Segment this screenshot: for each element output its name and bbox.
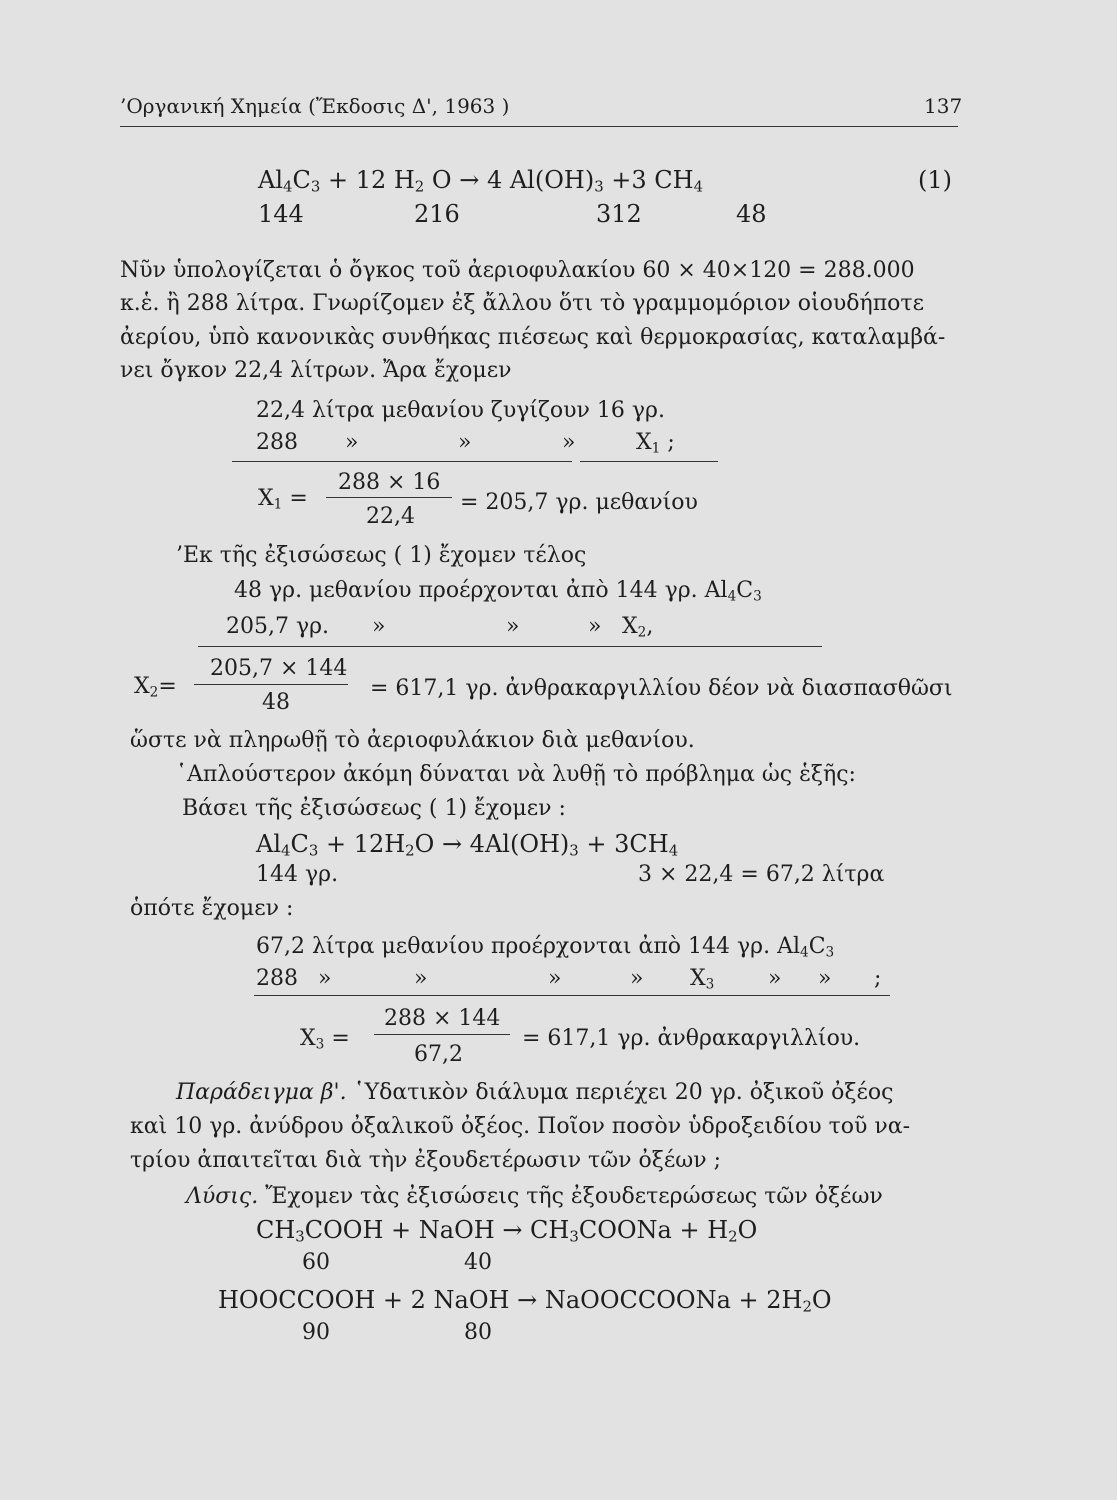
eq2-volume: 3 × 22,4 = 67,2 λίτρα [638, 862, 885, 887]
calc3-result: = 617,1 γρ. ἀνθρακαργιλλίου. [522, 1026, 861, 1051]
prop1-line1: 22,4 λίτρα μεθανίου ζυγίζουν 16 γρ. [256, 398, 665, 423]
prop1-unknown: $X_1$ ; [636, 430, 675, 457]
calc3-numerator: 288 × 144 [384, 1006, 501, 1031]
prop1-quote-1: » [345, 430, 359, 455]
para1-line1: Νῦν ὑπολογίζεται ὁ ὄγκος τοῦ ἀεριοφυλακίου 60 × 40×120 = 288.000 [120, 258, 915, 283]
prop2-rule [198, 646, 822, 647]
prop3-line1: 67,2 λίτρα μεθανίου προέρχονται ἀπὸ 144 γρ. $Al_4C_3$ [256, 934, 835, 961]
para1-line2: κ.ἑ. ἢ 288 λίτρα. Γνωρίζομεν ἐξ ἄλλου ὅτι τὸ γραμμομόριον οἱουδήποτε [120, 291, 924, 316]
example-line2: καὶ 10 γρ. ἀνύδρου ὀξαλικοῦ ὀξέος. Ποῖον ποσὸν ὑδροξειδίου τοῦ να- [130, 1114, 911, 1139]
equation-2: $Al_4C_3 + 12H_2O \to 4Al(OH)_3 + 3CH_4$ [256, 830, 679, 860]
calc1-numerator: 288 × 16 [338, 470, 441, 495]
example-line1: Παράδειγμα β'. ῾Υδατικὸν διάλυμα περιέχει 20 γρ. ὀξικοῦ ὀξέος [176, 1080, 894, 1105]
calc1-denominator: 22,4 [366, 504, 415, 529]
calc1-lhs: $X_1$ = [258, 486, 308, 513]
calc2-continuation: ὥστε νὰ πληρωθῇ τὸ ἀεριοφυλάκιον διὰ μεθανίου. [130, 728, 695, 753]
equation-3: $CH_3COOH$ + NaOH → $CH_3COONa + H_2O$ [256, 1216, 758, 1246]
prop3-quote-6: » [818, 966, 832, 991]
eq1-mass-4: 48 [736, 200, 767, 228]
eq3-mass-1: 60 [302, 1250, 330, 1275]
header-rule [120, 126, 958, 127]
prop2-quote-2: » [506, 614, 520, 639]
para1-line3: ἀερίου, ὑπὸ κανονικὰς συνθήκας πιέσεως καὶ θερμοκρασίας, καταλαμβά- [120, 325, 946, 350]
prop3-end: ; [874, 966, 882, 991]
calc1-result: = 205,7 γρ. μεθανίου [460, 490, 698, 515]
example-line3: τρίου ἀπαιτεῖται διὰ τὴν ἐξουδετέρωσιν τῶν ὀξέων ; [130, 1148, 722, 1173]
example-label: Παράδειγμα β'. [176, 1080, 347, 1105]
equation-4: HOOCCOOH + 2 NaOH → NaOOCCOONa + $2H_2O$ [218, 1286, 832, 1316]
eq4-mass-2: 80 [464, 1320, 492, 1345]
whence-line: ὁπότε ἔχομεν : [130, 896, 294, 921]
calc3-denominator: 67,2 [414, 1042, 463, 1067]
eq1-mass-2: 216 [414, 200, 460, 228]
simpler-line: ῾Απλούστερον ἀκόμη δύναται νὰ λυθῇ τὸ πρόβλημα ὡς ἑξῆς: [176, 762, 856, 787]
prop3-quote-2: » [414, 966, 428, 991]
calc2-result: = 617,1 γρ. ἀνθρακαργιλλίου δέον νὰ διασπασθῶσι [370, 676, 953, 701]
calc1-fraction-bar [326, 497, 452, 498]
based-on-line: Βάσει τῆς ἐξισώσεως ( 1) ἔχομεν : [182, 796, 566, 821]
prop2-quote-1: » [372, 614, 386, 639]
solution-label: Λύσις. [186, 1184, 259, 1209]
eq2-mass-left: 144 γρ. [256, 862, 339, 887]
prop3-quote-4: » [630, 966, 644, 991]
prop1-rule-a [232, 461, 572, 462]
prop1-line2-a: 288 [256, 430, 298, 455]
calc2-fraction-bar [194, 684, 348, 685]
prop3-rule [254, 995, 890, 996]
calc2-lhs: $X_2=$ [134, 674, 177, 701]
calc3-lhs: $X_3$ = [300, 1026, 350, 1053]
prop1-quote-3: » [562, 430, 576, 455]
prop3-line2-a: 288 [256, 966, 298, 991]
prop3-quote-3: » [548, 966, 562, 991]
prop2-line1: 48 γρ. μεθανίου προέρχονται ἀπὸ 144 γρ. $Al_4C_3$ [234, 578, 762, 605]
solution-line: Λύσις. Ἔχομεν τὰς ἐξισώσεις τῆς ἐξουδετερώσεως τῶν ὀξέων [186, 1184, 883, 1209]
equation-1-tag: (1) [918, 166, 952, 194]
para1-line4: νει ὄγκον 22,4 λίτρων. Ἄρα ἔχομεν [120, 358, 512, 383]
page-number: 137 [924, 94, 963, 118]
running-title: ’Οργανική Χημεία (Ἔκδοσις Δ', 1963 ) [120, 94, 510, 118]
prop3-quote-5: » [768, 966, 782, 991]
eq4-mass-1: 90 [302, 1320, 330, 1345]
prop2-quote-3: » [588, 614, 602, 639]
prop2-line2-a: 205,7 γρ. [226, 614, 330, 639]
from-eq-line: ’Εκ τῆς ἐξισώσεως ( 1) ἔχομεν τέλος [176, 543, 587, 568]
calc3-fraction-bar [374, 1034, 510, 1035]
prop1-quote-2: » [458, 430, 472, 455]
eq1-mass-1: 144 [258, 200, 304, 228]
eq3-mass-2: 40 [464, 1250, 492, 1275]
prop2-unknown: $X_2$, [622, 614, 654, 641]
calc2-denominator: 48 [262, 690, 290, 715]
calc2-numerator: 205,7 × 144 [210, 656, 348, 681]
equation-1: $Al_4C_3 + 12$ $H_2$ O → 4 $Al(OH)_3 +3$ $CH_4$ [258, 166, 704, 196]
prop1-rule-b [580, 461, 718, 462]
eq1-mass-3: 312 [596, 200, 642, 228]
prop3-quote-1: » [318, 966, 332, 991]
prop3-unknown: $X_3$ [690, 966, 715, 993]
